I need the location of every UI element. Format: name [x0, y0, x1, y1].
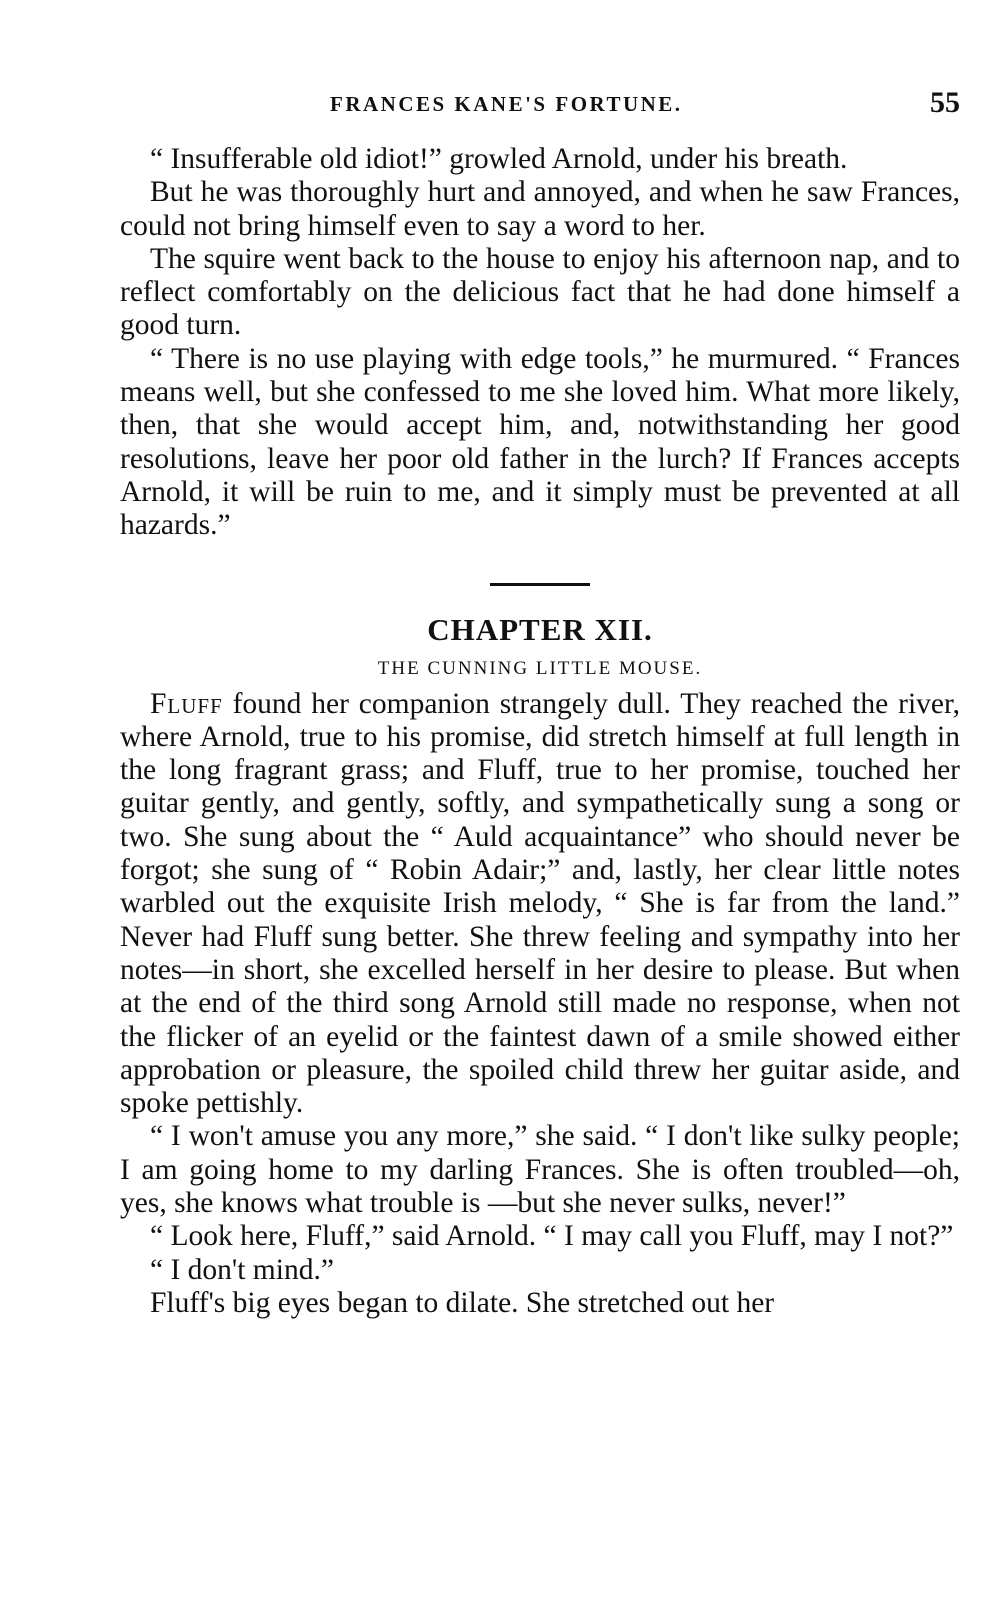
chapter-lead-word: Fluff [150, 687, 223, 720]
section-divider [490, 583, 590, 586]
paragraph: The squire went back to the house to enjoy his afternoon nap, and to reflect comfortably on the delicious fact that he had done himself a good turn. [120, 242, 960, 342]
page-number: 55 [930, 86, 960, 119]
chapter-subtitle: THE CUNNING LITTLE MOUSE. [377, 657, 703, 679]
paragraph: “ Look here, Fluff,” said Arnold. “ I may call you Fluff, may I not?” [150, 1220, 954, 1253]
paragraph [120, 688, 960, 1121]
chapter-title: CHAPTER XII. [427, 611, 653, 647]
running-title: FRANCES KANE'S FORTUNE. [330, 92, 683, 116]
paragraph-text: found her companion strangely dull. They reached the river, where Arnold, true to his promise, did stretch himself at full length in the long fragrant grass; and Fluff, true to her promise, touched her guitar gently, and gently, softly, and sympathetically sung a song or two. She sung about the “ Auld acquaintance” who should never be forgot; she sung of “ Robin Adair;” and, lastly, her clear little notes warbled out the exquisite Irish melody, “ She is far from the land.” Never had Fluff sung better. She threw feeling and sympathy into her notes—in short, she excelled herself in her desire to please. But when at the end of the third song Arnold still made no response, when not the flicker of an eyelid or the faintest dawn of a smile showed either approbation or pleasure, the spoiled child threw her guitar aside, and spoke pettishly. [120, 687, 960, 1120]
paragraph: Fluff's big eyes began to dilate. She stretched out her [150, 1286, 775, 1319]
paragraph: “ I don't mind.” [150, 1253, 334, 1286]
paragraph: But he was thoroughly hurt and annoyed, and when he saw Frances, could not bring himself even to say a word to her. [120, 176, 960, 242]
page-header [120, 88, 960, 128]
body-text [120, 143, 960, 1320]
paragraph: “ I won't amuse you any more,” she said. “ I don't like sulky people; I am going home to my darling Frances. She is often troubled—oh, yes, she knows what trouble is —but she never sulks, never!” [120, 1120, 960, 1220]
paragraph: “ Insufferable old idiot!” growled Arnold, under his breath. [150, 143, 848, 175]
paragraph: “ There is no use playing with edge tools,” he murmured. “ Frances means well, but she confessed to me she loved him. What more likely, then, that she would accept him, and, notwithstanding her good resolutions, leave her poor old father in the lurch? If Frances accepts Arnold, it will be ruin to me, and it simply must be prevented at all hazards.” [120, 342, 960, 542]
